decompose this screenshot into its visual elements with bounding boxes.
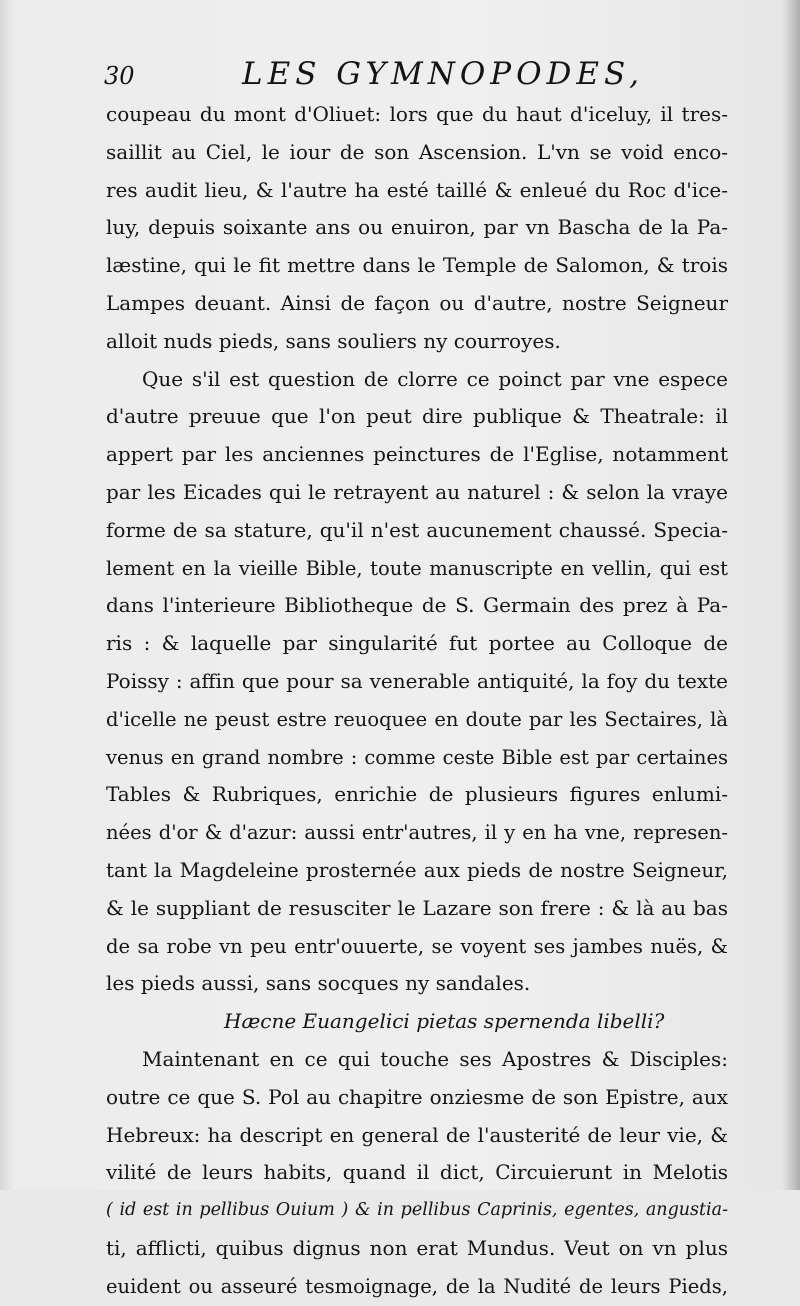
text-line: saillit au Ciel, le iour de son Ascension. L'vn se void enco- — [106, 139, 728, 164]
running-title: LES GYMNOPODES, — [242, 56, 645, 92]
text-line: ti, afflicti, quibus dignus non erat Mundus. Veut on vn plus — [106, 1235, 728, 1260]
page-header — [104, 56, 724, 96]
text-line: vilité de leurs habits, quand il dict, Circuierunt in Melotis — [106, 1160, 728, 1185]
latin-quote-line: ( id est in pellibus Ouium ) & in pellibus Caprinis, egentes, angustia- — [106, 1200, 728, 1221]
text-line: Que s'il est question de clorre ce poinct par vne espece — [142, 366, 728, 391]
text-line: de sa robe vn peu entr'ouuerte, se voyent ses jambes nuës, & — [106, 934, 728, 958]
text-line: appert par les anciennes peinctures de l'Eglise, notamment — [106, 442, 728, 467]
text-line: alloit nuds pieds, sans souliers ny courroyes. — [106, 328, 561, 353]
text-line: lement en la vieille Bible, toute manuscripte en vellin, qui est — [106, 556, 728, 580]
text-line: forme de sa stature, qu'il n'est aucunement chaussé. Specia- — [106, 517, 728, 542]
text-line: res audit lieu, & l'autre ha esté taillé & enleué du Roc d'ice- — [106, 177, 728, 202]
text-line: coupeau du mont d'Oliuet: lors que du haut d'iceluy, il tres- — [106, 102, 728, 126]
text-line: par les Eicades qui le retrayent au naturel : & selon la vraye — [106, 479, 728, 504]
text-line: Hebreux: ha descript en general de l'austerité de leur vie, & — [106, 1122, 728, 1147]
text-line: Maintenant en ce qui touche ses Apostres & Disciples: — [142, 1046, 728, 1071]
page-edge-shadow — [782, 0, 800, 1190]
latin-verse: Hæcne Euangelici pietas spernenda libelli? — [224, 1009, 665, 1034]
text-line: tant la Magdeleine prosternée aux pieds de nostre Seigneur, — [106, 857, 728, 882]
text-line: outre ce que S. Pol au chapitre onziesme de son Epistre, aux — [106, 1084, 728, 1109]
text-line: d'autre preuue que l'on peut dire publique & Theatrale: il — [106, 404, 728, 429]
text-line: luy, depuis soixante ans ou enuiron, par vn Bascha de la Pa- — [106, 215, 728, 240]
page-number: 30 — [104, 62, 135, 90]
text-line: les pieds aussi, sans socques ny sandales. — [106, 971, 531, 996]
text-line: d'icelle ne peust estre reuoquee en doute par les Sectaires, là — [106, 707, 728, 731]
text-line: venus en grand nombre : comme ceste Bible est par certaines — [106, 745, 728, 769]
text-line: euident ou asseuré tesmoignage, de la Nudité de leurs Pieds, — [106, 1274, 728, 1298]
text-line: & le suppliant de resusciter le Lazare son frere : & là au bas — [106, 895, 728, 920]
text-line: Lampes deuant. Ainsi de façon ou d'autre, nostre Seigneur — [106, 290, 728, 315]
body-text — [106, 96, 728, 1306]
text-line: læstine, qui le fit mettre dans le Temple de Salomon, & trois — [106, 253, 728, 278]
text-line: nées d'or & d'azur: aussi entr'autres, il y en ha vne, represen- — [106, 821, 728, 845]
text-line: dans l'interieure Bibliotheque de S. Germain des prez à Pa- — [106, 593, 728, 618]
text-line: ris : & laquelle par singularité fut portee au Colloque de — [106, 631, 728, 656]
text-line: Poissy : affin que pour sa venerable antiquité, la foy du texte — [106, 668, 728, 693]
text-line: Tables & Rubriques, enrichie de plusieurs figures enlumi- — [106, 782, 728, 807]
